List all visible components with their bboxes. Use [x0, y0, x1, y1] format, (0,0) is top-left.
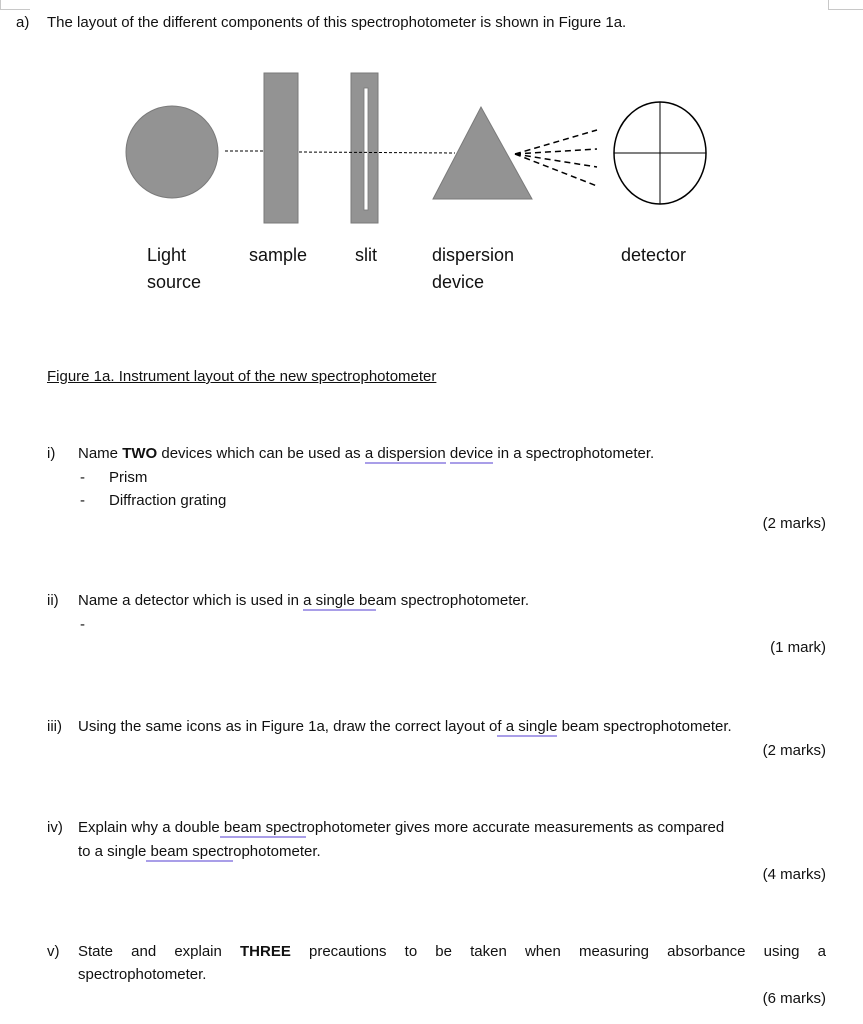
question-text: Using the same icons as in Figure 1a, draw the correct layout of a single beam spectrophotometer. [78, 718, 732, 735]
answer-dash: - [80, 469, 85, 486]
marks: (4 marks) [762, 866, 826, 883]
spellcheck-underline: f a single [497, 718, 558, 735]
spellcheck-underline: a single be [303, 592, 376, 609]
marks: (2 marks) [762, 515, 826, 532]
slit-opening [364, 88, 368, 210]
label-detector: detector [621, 245, 687, 265]
answer-dash: - [80, 616, 85, 633]
label-sample: sample [249, 245, 308, 265]
answer-text: Prism [109, 469, 148, 486]
label-slit: slit [355, 245, 377, 265]
marks: (6 marks) [762, 990, 826, 1007]
question-text-line2: spectrophotometer. [78, 966, 207, 983]
question-text: Name a detector which is used in a single beam spectrophotometer. [78, 592, 530, 609]
spellcheck-underline: beam spectr [146, 843, 234, 860]
part-label: a) [16, 14, 30, 31]
spellcheck-underline: a dispersion [364, 445, 446, 462]
spellcheck-underline: device [449, 445, 494, 462]
marks: (2 marks) [762, 742, 826, 759]
answer-dash: - [80, 492, 85, 509]
answer-text: Diffraction grating [109, 492, 227, 509]
question-number: iv) [47, 819, 63, 836]
label-device: device [432, 272, 485, 292]
question-text-line2: to a single beam spectrophotometer. [78, 843, 321, 860]
marks: (1 mark) [770, 639, 826, 656]
label-light: Light [147, 245, 187, 265]
question-number: iii) [47, 718, 62, 735]
dispersed-rays [515, 130, 597, 186]
question-number: ii) [47, 592, 59, 609]
light-source-shape [126, 106, 218, 198]
intro-text: The layout of the different components of this spectrophotometer is shown in Figure 1a. [47, 14, 627, 31]
question-text: Name TWO devices which can be used as a dispersion device in a spectrophotometer. [78, 445, 655, 462]
sample-shape [264, 73, 298, 223]
spellcheck-underline: beam spectr [219, 819, 307, 836]
question-text: State and explain THREE precautions to be taken when measuring absorbance using a [78, 943, 826, 960]
question-text: Explain why a double beam spectrophotometer gives more accurate measurements as compared [78, 819, 725, 836]
label-dispersion: dispersion [432, 245, 515, 265]
label-source: source [147, 272, 202, 292]
question-number: i) [47, 445, 56, 462]
figure-caption: Figure 1a. Instrument layout of the new spectrophotometer [47, 368, 437, 385]
question-number: v) [47, 943, 60, 960]
